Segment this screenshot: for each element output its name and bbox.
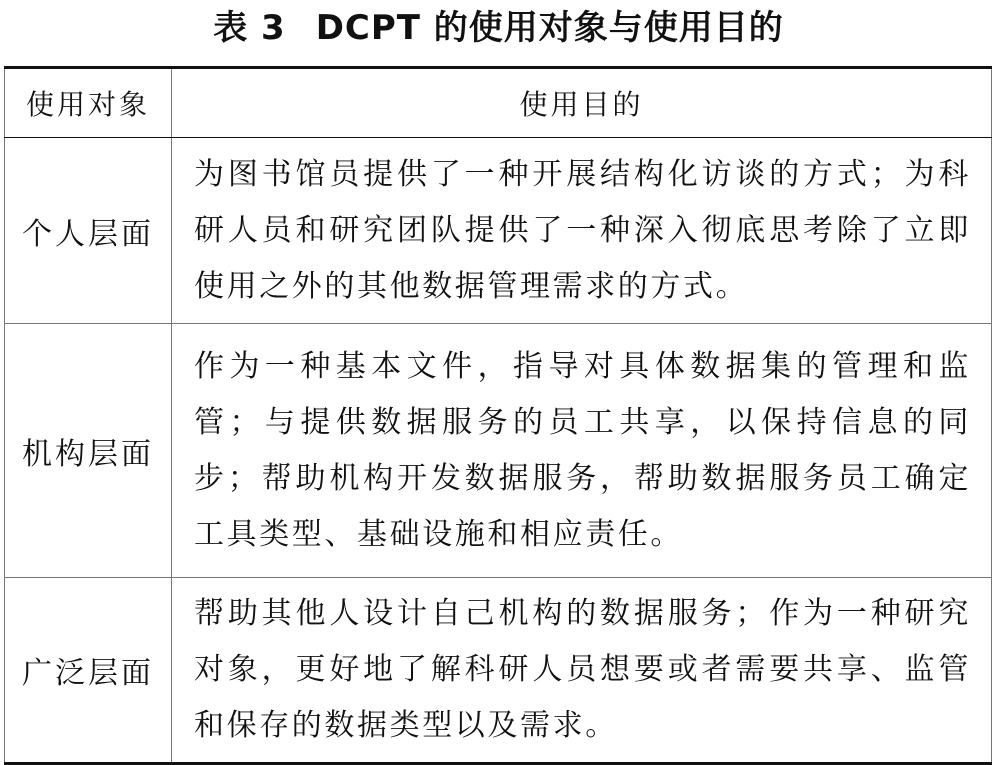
header-row: [5, 68, 992, 138]
row-purpose-individual: 为图书馆员提供了一种开展结构化访谈的方式；为科研人员和研究团队提供了一种深入彻底思考除了立即使用之外的其他数据管理需求的方式。: [172, 138, 992, 324]
table-number: 表 3: [213, 8, 286, 48]
table-row: [5, 138, 992, 324]
row-level-broad: 广泛层面: [5, 578, 172, 764]
row-purpose-broad: 帮助其他人设计自己机构的数据服务；作为一种研究对象，更好地了解科研人员想要或者需要共享、监管和保存的数据类型以及需求。: [172, 578, 992, 764]
header-target: 使用对象: [5, 68, 172, 138]
table-caption: [0, 8, 997, 48]
table-title: DCPT 的使用对象与使用目的: [315, 8, 784, 48]
row-level-institution: 机构层面: [5, 324, 172, 578]
row-level-individual: 个人层面: [5, 138, 172, 324]
table-row: [5, 578, 992, 764]
usage-table: [4, 66, 992, 765]
table-row: [5, 324, 992, 578]
header-purpose: 使用目的: [172, 68, 992, 138]
row-purpose-institution: 作为一种基本文件，指导对具体数据集的管理和监管；与提供数据服务的员工共享，以保持信息的同步；帮助机构开发数据服务，帮助数据服务员工确定工具类型、基础设施和相应责任。: [172, 324, 992, 578]
